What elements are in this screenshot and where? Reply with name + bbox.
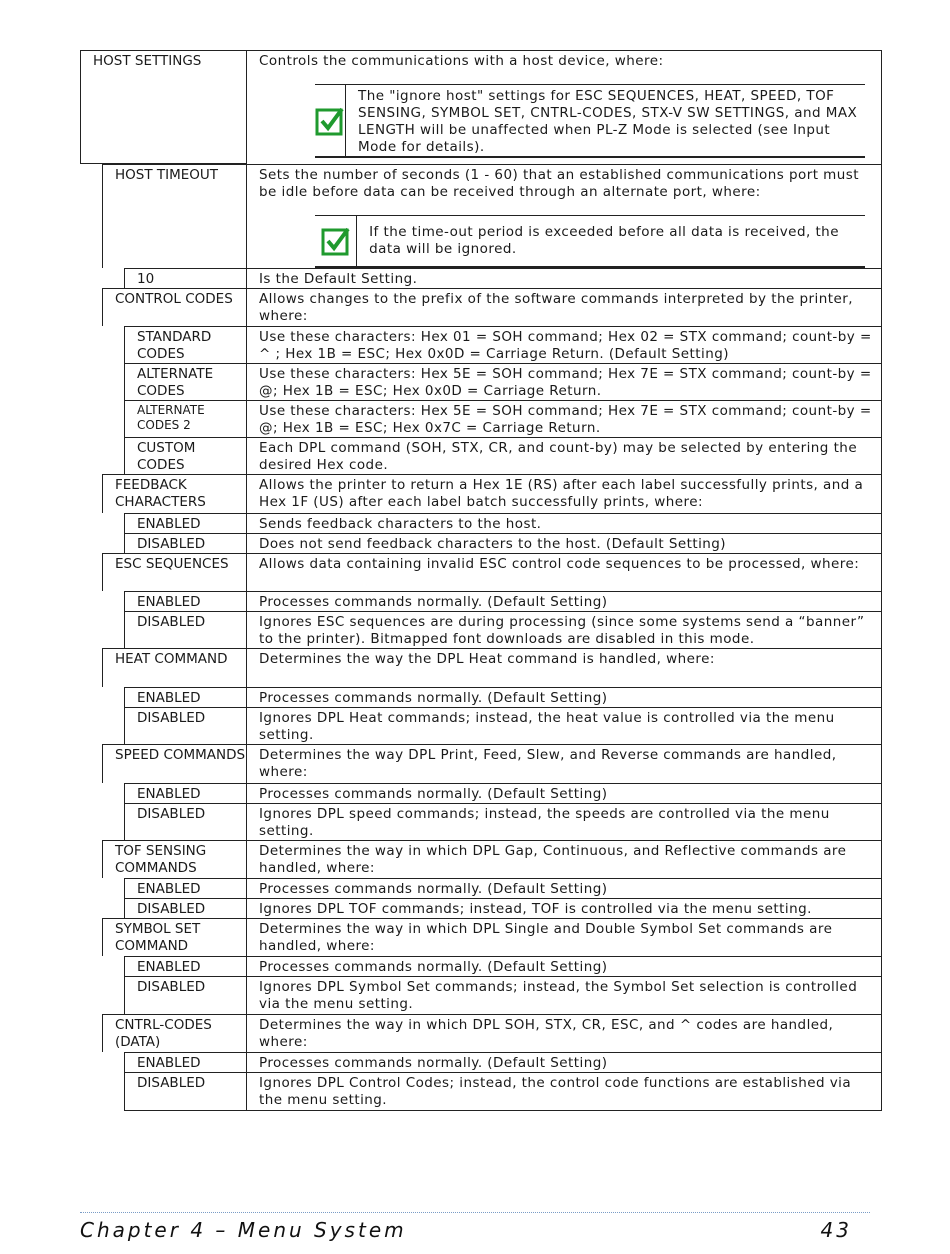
table-row <box>80 840 882 878</box>
page-number: 43 <box>820 1218 852 1242</box>
table-row <box>80 533 882 553</box>
note-text: The "ignore host" settings for ESC SEQUENCES, HEAT, SPEED, TOF SENSING, SYMBOL SET, CNTRL-CODES, STX-V SW SETTINGS, and MAX LENGTH will be unaffected when PL-Z Mode is selected (see Input Mode for details). <box>358 88 858 155</box>
setting-label: TOF SENSING COMMANDS <box>102 840 246 878</box>
setting-label: ALTERNATE CODES 2 <box>124 400 246 437</box>
setting-description: Determines the way in which DPL SOH, STX, CR, ESC, and ^ codes are handled, where: <box>246 1014 882 1052</box>
table-row <box>80 400 882 437</box>
table-row <box>80 50 882 164</box>
table-row <box>80 474 882 513</box>
checkmark-icon <box>315 216 357 266</box>
table-row <box>80 744 882 783</box>
setting-description: Determines the way in which DPL Single and Double Symbol Set commands are handled, where: <box>246 918 882 956</box>
table-row <box>80 687 882 707</box>
setting-label: CUSTOM CODES <box>124 437 246 474</box>
setting-description: Ignores DPL speed commands; instead, the speeds are controlled via the menu setting. <box>246 803 882 840</box>
setting-label: ENABLED <box>124 956 246 976</box>
setting-label: DISABLED <box>124 707 246 744</box>
description-text: Controls the communications with a host device, where: <box>259 53 664 69</box>
setting-description: Processes commands normally. (Default Setting) <box>246 956 882 976</box>
description-text: Sets the number of seconds (1 - 60) that an established communications port must be idle before data can be received through an alternate port, where: <box>259 167 860 200</box>
setting-description <box>246 50 882 164</box>
table-row <box>80 326 882 363</box>
table-row <box>80 1052 882 1072</box>
setting-description: Ignores DPL Symbol Set commands; instead, the Symbol Set selection is controlled via the menu setting. <box>246 976 882 1014</box>
setting-label: ENABLED <box>124 1052 246 1072</box>
table-row <box>80 878 882 898</box>
setting-label: DISABLED <box>124 1072 246 1110</box>
table-row <box>80 513 882 533</box>
setting-label: ALTERNATE CODES <box>124 363 246 400</box>
setting-label: FEEDBACK CHARACTERS <box>102 474 246 513</box>
setting-description: Processes commands normally. (Default Setting) <box>246 783 882 803</box>
setting-label: HEAT COMMAND <box>102 648 246 687</box>
setting-description: Ignores DPL Heat commands; instead, the heat value is controlled via the menu setting. <box>246 707 882 744</box>
page-footer <box>80 1218 852 1242</box>
setting-description: Use these characters: Hex 5E = SOH command; Hex 7E = STX command; count-by = @; Hex 1B = ESC; Hex 0x7C = Carriage Return. <box>246 400 882 437</box>
setting-description: Processes commands normally. (Default Setting) <box>246 878 882 898</box>
table-row <box>80 956 882 976</box>
table-row <box>80 164 882 268</box>
setting-label: DISABLED <box>124 803 246 840</box>
table-row <box>80 591 882 611</box>
setting-label: ENABLED <box>124 783 246 803</box>
table-bottom-border <box>124 1110 882 1111</box>
setting-label: ENABLED <box>124 513 246 533</box>
note-box <box>315 84 865 158</box>
note-text: If the time-out period is exceeded before all data is received, the data will be ignored. <box>369 224 839 257</box>
setting-label: ESC SEQUENCES <box>102 553 246 591</box>
setting-label: CONTROL CODES <box>102 288 246 326</box>
setting-description: Determines the way the DPL Heat command is handled, where: <box>246 648 882 687</box>
setting-description: Allows changes to the prefix of the software commands interpreted by the printer, where: <box>246 288 882 326</box>
setting-description: Processes commands normally. (Default Setting) <box>246 1052 882 1072</box>
setting-label: DISABLED <box>124 976 246 1014</box>
setting-description: Determines the way DPL Print, Feed, Slew, and Reverse commands are handled, where: <box>246 744 882 783</box>
setting-label: DISABLED <box>124 898 246 918</box>
table-row <box>80 553 882 591</box>
chapter-title: Chapter 4 – Menu System <box>80 1218 407 1242</box>
setting-description: Is the Default Setting. <box>246 268 882 288</box>
table-row <box>80 611 882 648</box>
setting-description: Use these characters: Hex 5E = SOH command; Hex 7E = STX command; count-by = @; Hex 1B = ESC; Hex 0x0D = Carriage Return. <box>246 363 882 400</box>
setting-description: Processes commands normally. (Default Setting) <box>246 687 882 707</box>
table-row <box>80 363 882 400</box>
setting-description: Allows data containing invalid ESC control code sequences to be processed, where: <box>246 553 882 591</box>
setting-label: HOST SETTINGS <box>80 50 246 164</box>
table-row <box>80 976 882 1014</box>
table-row <box>80 268 882 288</box>
setting-label: ENABLED <box>124 687 246 707</box>
setting-description: Each DPL command (SOH, STX, CR, and count-by) may be selected by entering the desired Hex code. <box>246 437 882 474</box>
table-row <box>80 1072 882 1110</box>
setting-label: SYMBOL SET COMMAND <box>102 918 246 956</box>
setting-label: DISABLED <box>124 611 246 648</box>
menu-settings-table <box>80 50 882 1110</box>
table-row <box>80 783 882 803</box>
setting-label: 10 <box>124 268 246 288</box>
setting-description: Does not send feedback characters to the host. (Default Setting) <box>246 533 882 553</box>
setting-label: ENABLED <box>124 878 246 898</box>
note-box <box>315 215 865 268</box>
setting-description: Determines the way in which DPL Gap, Continuous, and Reflective commands are handled, where: <box>246 840 882 878</box>
table-row <box>80 898 882 918</box>
setting-label: ENABLED <box>124 591 246 611</box>
setting-description: Allows the printer to return a Hex 1E (RS) after each label successfully prints, and a Hex 1F (US) after each label batch successfully prints, where: <box>246 474 882 513</box>
setting-label: STANDARD CODES <box>124 326 246 363</box>
setting-label: SPEED COMMANDS <box>102 744 246 783</box>
table-row <box>80 707 882 744</box>
checkmark-icon <box>315 85 346 156</box>
setting-description: Ignores DPL TOF commands; instead, TOF is controlled via the menu setting. <box>246 898 882 918</box>
table-row <box>80 437 882 474</box>
table-row <box>80 803 882 840</box>
table-row <box>80 288 882 326</box>
table-row <box>80 918 882 956</box>
setting-description: Processes commands normally. (Default Setting) <box>246 591 882 611</box>
setting-description: Ignores ESC sequences are during processing (since some systems send a “banner” to the printer). Bitmapped font downloads are disabled in this mode. <box>246 611 882 648</box>
table-row <box>80 648 882 687</box>
setting-description: Sends feedback characters to the host. <box>246 513 882 533</box>
footer-divider <box>80 1212 870 1213</box>
table-row <box>80 1014 882 1052</box>
setting-description: Use these characters: Hex 01 = SOH command; Hex 02 = STX command; count-by = ^ ; Hex 1B = ESC; Hex 0x0D = Carriage Return. (Default Setting) <box>246 326 882 363</box>
setting-label: DISABLED <box>124 533 246 553</box>
setting-label: CNTRL-CODES (DATA) <box>102 1014 246 1052</box>
setting-description: Ignores DPL Control Codes; instead, the control code functions are established via the menu setting. <box>246 1072 882 1110</box>
setting-label: HOST TIMEOUT <box>102 164 246 268</box>
setting-description <box>246 164 882 268</box>
